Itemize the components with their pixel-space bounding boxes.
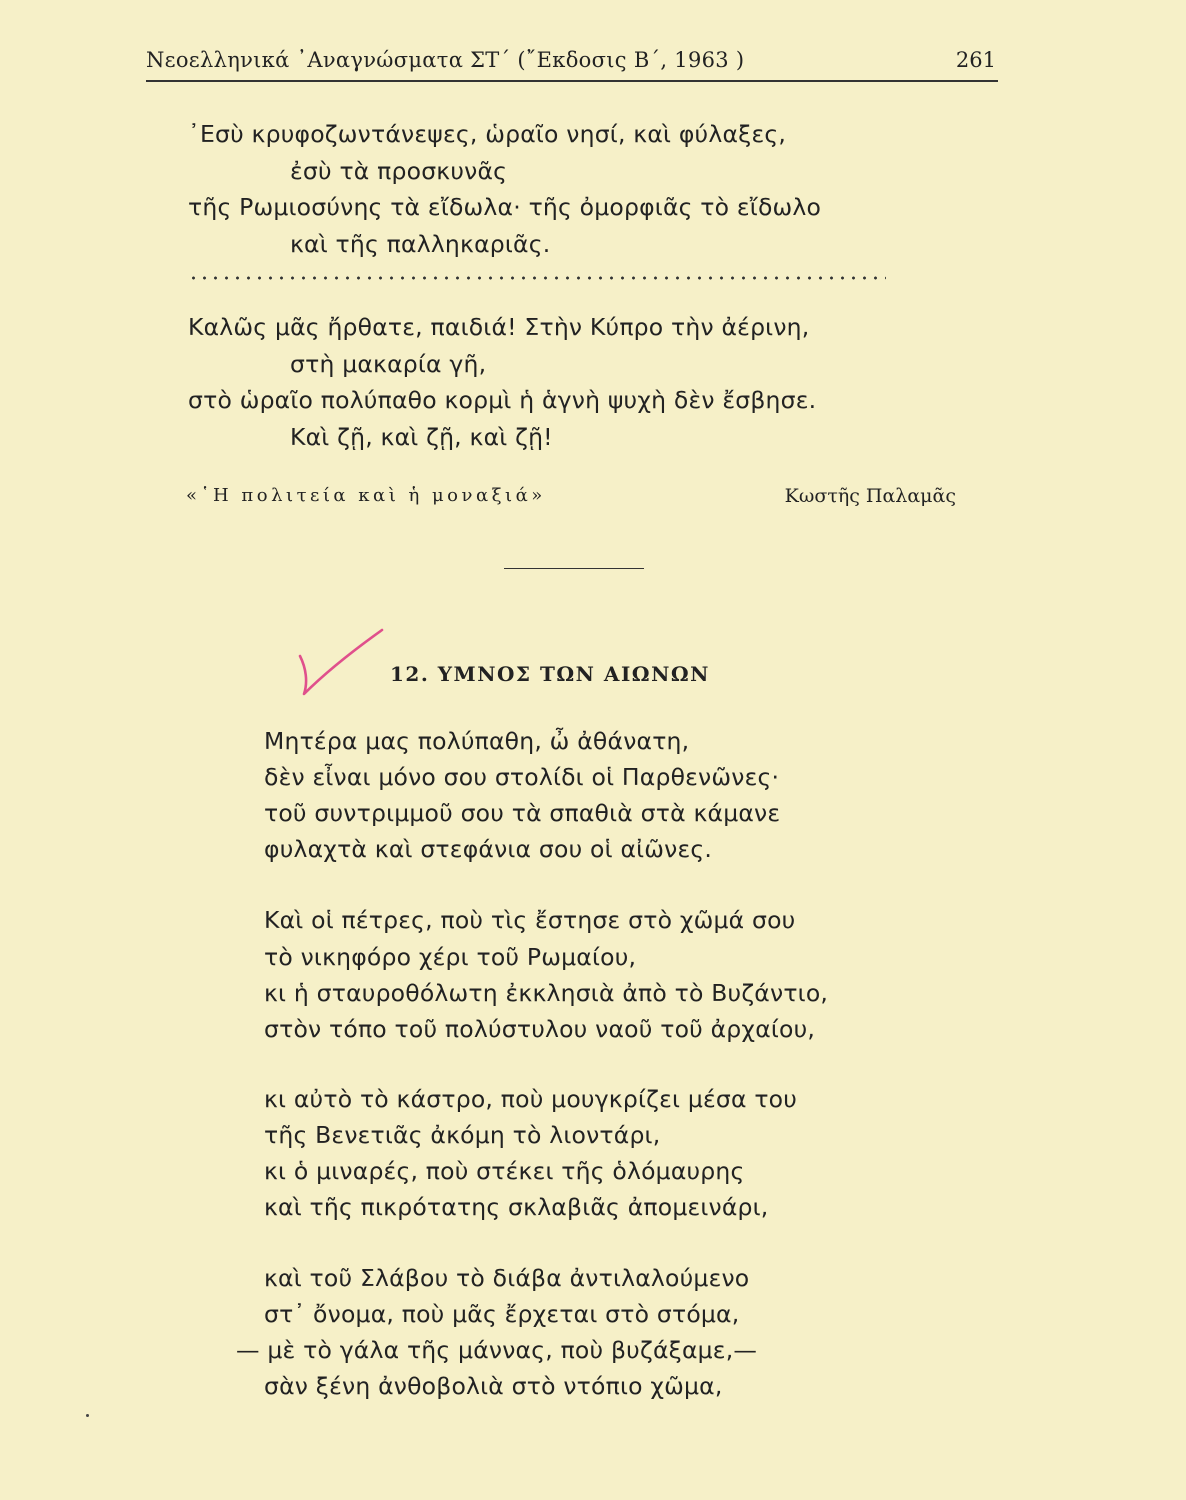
poem-line: στὸν τόπο τοῦ πολύστυλου ναοῦ τοῦ ἀρχαίου, bbox=[264, 1015, 816, 1043]
running-header-title: Νεοελληνικά ᾿Αναγνώσματα ΣΤ΄ (῎Εκδοσις Β΄, 1963 ) bbox=[146, 48, 745, 72]
poem-line: στὸ ὡραῖο πολύπαθο κορμὶ ἡ ἁγνὴ ψυχὴ δὲν ἔσβησε. bbox=[188, 386, 817, 414]
page-number: 261 bbox=[955, 48, 996, 72]
poem-line: Καὶ ζῇ, καὶ ζῇ, καὶ ζῇ! bbox=[290, 423, 553, 451]
poem-line: κι αὐτὸ τὸ κάστρο, ποὺ μουγκρίζει μέσα του bbox=[264, 1085, 798, 1113]
poem-line: καὶ τῆς πικρότατης σκλαβιᾶς ἀπομεινάρι, bbox=[264, 1193, 769, 1221]
poem-line: καὶ τῆς παλληκαριᾶς. bbox=[290, 230, 551, 258]
poem-line: ᾿Εσὺ κρυφοζωντάνεψες, ὡραῖο νησί, καὶ φύλαξες, bbox=[188, 120, 787, 148]
ink-speck bbox=[86, 1414, 89, 1417]
poem-line: Καὶ οἱ πέτρες, ποὺ τὶς ἔστησε στὸ χῶμά σου bbox=[264, 906, 796, 934]
poem-line: — μὲ τὸ γάλα τῆς μάννας, ποὺ βυζάξαμε,— bbox=[236, 1336, 758, 1364]
poem-line: τῆς Ρωμιοσύνης τὰ εἴδωλα· τῆς ὀμορφιᾶς τὸ εἴδωλο bbox=[188, 193, 822, 221]
poem-line: στ᾿ ὄνομα, ποὺ μᾶς ἔρχεται στὸ στόμα, bbox=[264, 1300, 740, 1328]
poem-line: δὲν εἶναι μόνο σου στολίδι οἱ Παρθενῶνες· bbox=[264, 763, 780, 791]
poem-line: Μητέρα μας πολύπαθη, ὦ ἀθάνατη, bbox=[264, 727, 690, 755]
poem-line: τοῦ συντριμμοῦ σου τὰ σπαθιὰ στὰ κάμανε bbox=[264, 799, 781, 827]
poem-source: «῾Η πολιτεία καὶ ἡ μοναξιά» bbox=[186, 485, 546, 506]
poem-line: τὸ νικηφόρο χέρι τοῦ Ρωμαίου, bbox=[264, 943, 637, 971]
poem-line: φυλαχτὰ καὶ στεφάνια σου οἱ αἰῶνες. bbox=[264, 835, 713, 863]
poem-line: στὴ μακαρία γῆ, bbox=[290, 350, 487, 378]
poem-line: κι ἡ σταυροθόλωτη ἐκκλησιὰ ἀπὸ τὸ Βυζάντιο, bbox=[264, 979, 829, 1007]
poem-line: κι ὁ μιναρές, ποὺ στέκει τῆς ὁλόμαυρης bbox=[264, 1157, 745, 1185]
poem-line: καὶ τοῦ Σλάβου τὸ διάβα ἀντιλαλούμενο bbox=[264, 1264, 750, 1292]
poem-line: Καλῶς μᾶς ἤρθατε, παιδιά! Στὴν Κύπρο τὴν ἀέρινη, bbox=[188, 313, 810, 341]
running-header bbox=[146, 44, 998, 82]
ellipsis-separator bbox=[188, 276, 886, 280]
poem-line: ἐσὺ τὰ προσκυνᾶς bbox=[290, 157, 508, 185]
section-divider bbox=[504, 568, 644, 569]
poem-author: Κωστῆς Παλαμᾶς bbox=[784, 485, 956, 507]
section-title: 12. ΥΜΝΟΣ ΤΩΝ ΑΙΩΝΩΝ bbox=[390, 662, 710, 686]
poem-line: τῆς Βενετιᾶς ἀκόμη τὸ λιοντάρι, bbox=[264, 1121, 661, 1149]
poem-line: σὰν ξένη ἀνθοβολιὰ στὸ ντόπιο χῶμα, bbox=[264, 1372, 723, 1400]
